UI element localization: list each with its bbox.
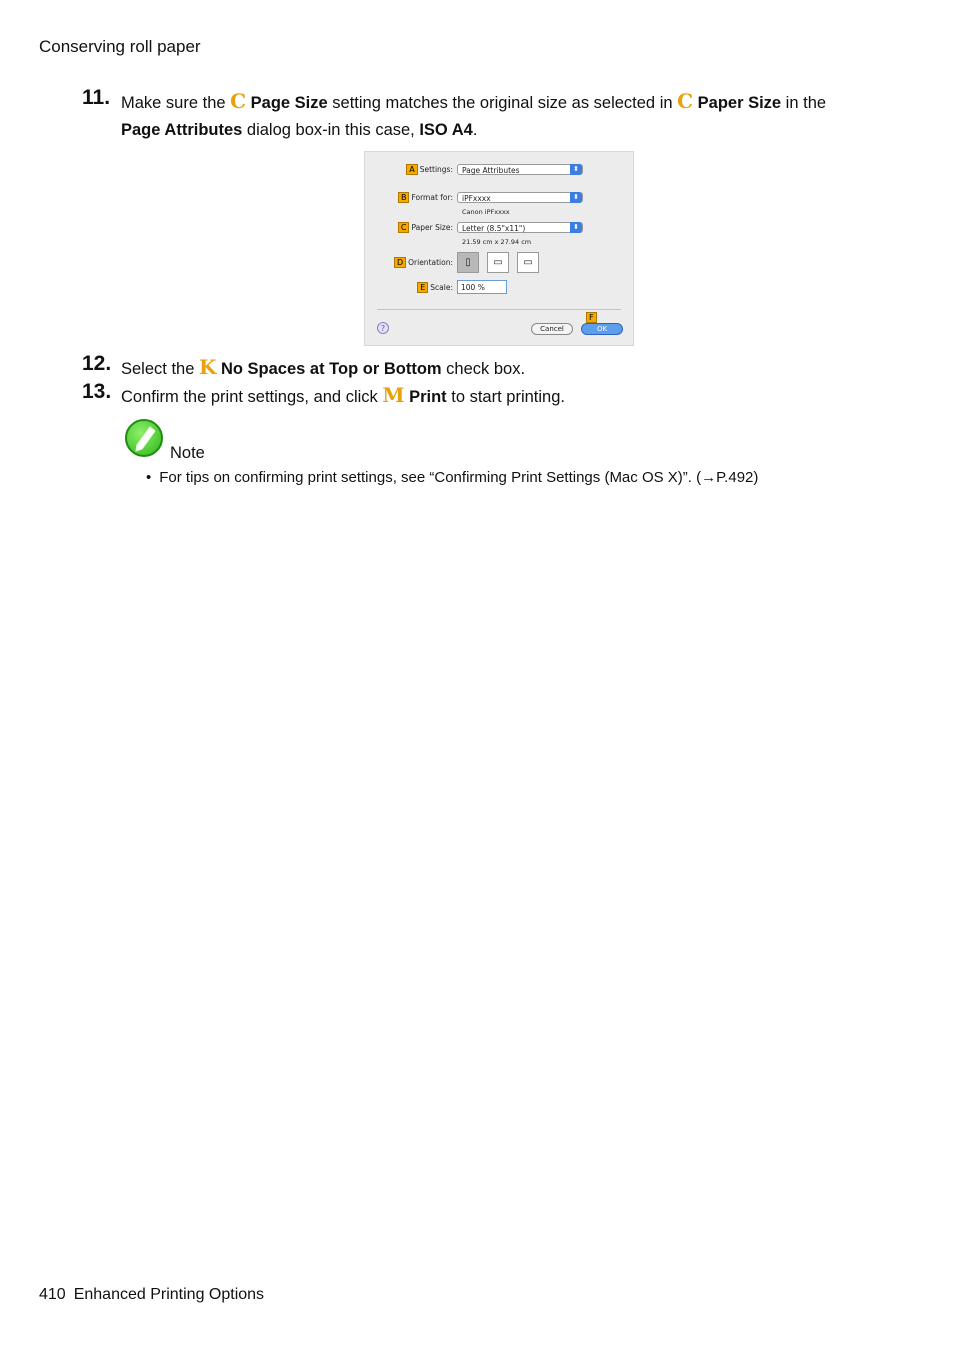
cancel-button[interactable]: Cancel — [531, 323, 573, 335]
callout-letter: K — [198, 355, 217, 379]
text: to start printing. — [446, 388, 565, 406]
help-icon[interactable]: ? — [377, 322, 389, 334]
text: Confirm the print settings, and click — [121, 388, 383, 406]
note-list-item — [146, 469, 758, 486]
label-text: Orientation: — [408, 258, 453, 267]
label-text: Paper Size: — [411, 223, 453, 232]
callout-letter: C — [677, 89, 694, 113]
text: check box. — [441, 360, 526, 378]
landscape-orientation-button[interactable] — [487, 252, 509, 273]
emphasis: Page Attributes — [121, 121, 243, 139]
reverse-landscape-orientation-button[interactable] — [517, 252, 539, 273]
popup-value: Letter (8.5"x11") — [462, 224, 526, 233]
text: dialog box-in this case, — [242, 121, 420, 139]
callout-badge: E — [417, 282, 428, 293]
reverse-landscape-icon: ▭ — [523, 257, 533, 268]
orientation-label — [365, 257, 457, 268]
page-attributes-dialog — [364, 151, 634, 346]
note-label: Note — [170, 444, 205, 462]
page-number: 410 — [39, 1286, 66, 1303]
step-text — [121, 382, 902, 411]
format-for-label — [365, 192, 457, 203]
label-text: Settings: — [419, 165, 453, 174]
printer-description: Canon iPFxxxx — [462, 208, 510, 216]
step-text — [121, 88, 902, 144]
landscape-icon: ▭ — [493, 257, 503, 268]
format-for-popup[interactable] — [457, 192, 583, 203]
bullet: • — [146, 469, 152, 486]
text: . — [472, 121, 478, 139]
emphasis: Paper Size — [693, 94, 782, 112]
scale-row — [365, 280, 507, 294]
paper-size-row — [365, 222, 583, 233]
orientation-row — [365, 252, 547, 273]
text: Select the — [121, 360, 199, 378]
popup-value: Page Attributes — [462, 166, 520, 175]
step-12 — [82, 354, 902, 383]
paper-size-popup[interactable] — [457, 222, 583, 233]
divider — [377, 309, 621, 310]
step-number: 12. — [82, 352, 112, 375]
callout-letter: M — [382, 383, 405, 407]
note-pencil-icon — [125, 419, 163, 457]
popup-arrows-icon: ⬍ — [570, 192, 582, 203]
callout-letter: C — [230, 89, 247, 113]
step-13 — [82, 382, 902, 411]
settings-label — [365, 164, 457, 175]
popup-arrows-icon: ⬍ — [570, 222, 582, 233]
step-number: 11. — [82, 86, 111, 109]
callout-badge: B — [398, 192, 410, 203]
popup-value: iPFxxxx — [462, 194, 491, 203]
emphasis: ISO A4 — [419, 121, 473, 139]
text: setting matches the original size as selected in — [327, 94, 678, 112]
portrait-icon: ▯ — [465, 257, 471, 268]
paper-dimensions: 21.59 cm x 27.94 cm — [462, 238, 532, 246]
scale-input[interactable]: 100 % — [457, 280, 507, 294]
callout-badge: D — [394, 257, 406, 268]
text: Make sure the — [121, 94, 231, 112]
popup-arrows-icon: ⬍ — [570, 164, 582, 175]
callout-badge: F — [586, 312, 597, 323]
page-footer — [39, 1286, 264, 1304]
step-11 — [82, 88, 902, 144]
format-for-row — [365, 192, 583, 203]
label-text: Scale: — [430, 282, 453, 292]
step-number: 13. — [82, 380, 112, 403]
text: in the — [781, 94, 827, 112]
label-text: Format for: — [411, 193, 453, 202]
running-header: Conserving roll paper — [39, 37, 201, 56]
ok-button[interactable]: OK — [581, 323, 623, 335]
portrait-orientation-button[interactable] — [457, 252, 479, 273]
settings-row — [365, 164, 583, 175]
callout-badge: C — [398, 222, 410, 233]
emphasis: Page Size — [246, 94, 328, 112]
chapter-title: Enhanced Printing Options — [73, 1286, 265, 1303]
note-text: For tips on confirming print settings, see “Confirming Print Settings (Mac OS X)”. (→P.492) — [159, 469, 759, 486]
callout-badge: A — [406, 164, 417, 175]
paper-size-label — [365, 222, 457, 233]
emphasis: Print — [404, 388, 447, 406]
emphasis: No Spaces at Top or Bottom — [216, 360, 442, 378]
scale-label — [365, 282, 457, 293]
settings-popup[interactable] — [457, 164, 583, 175]
step-text — [121, 354, 902, 383]
